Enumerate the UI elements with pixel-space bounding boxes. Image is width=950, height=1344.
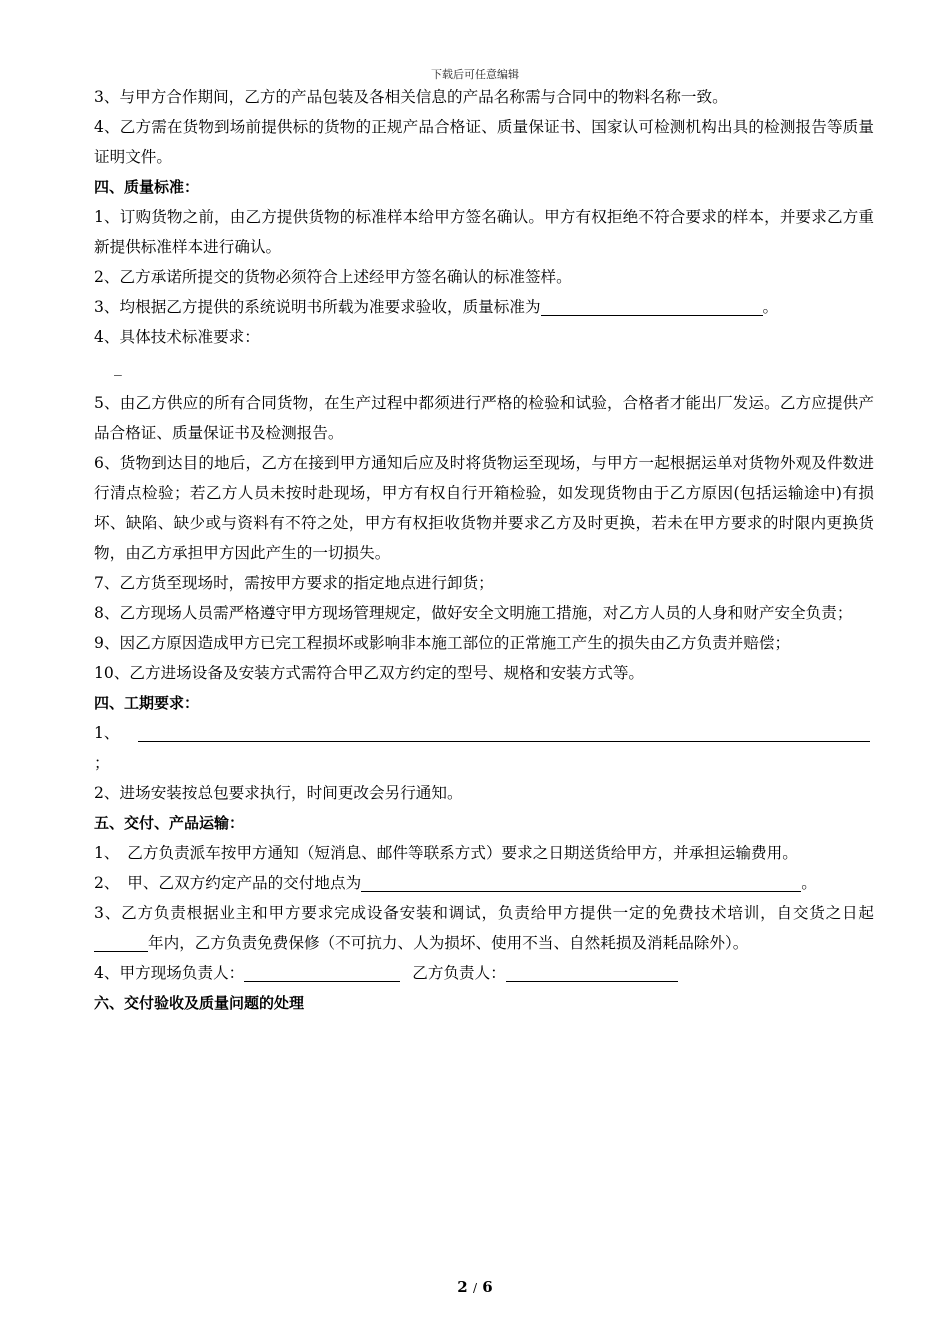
section-heading-schedule: 四、工期要求： [94, 694, 200, 712]
page-number [0, 1278, 950, 1296]
schedule-clause-1 [94, 718, 874, 748]
delivery-clause-3-text: 3、乙方负责根据业主和甲方要求完成设备安装和调试，负责给甲方提供一定的免费技术培训，自交货之日起 [94, 904, 874, 922]
quality-clause-7: 7、乙方货至现场时，需按甲方要求的指定地点进行卸货； [94, 574, 494, 592]
schedule-clause-2: 2、进场安装按总包要求执行，时间更改会另行通知。 [94, 784, 463, 802]
quality-clause-3-end: 。 [762, 298, 779, 316]
delivery-clause-1: 1、 乙方负责派车按甲方通知（短消息、邮件等联系方式）要求之日期送货给甲方，并承担运输费用。 [94, 844, 798, 862]
quality-clause-10: 10、乙方进场设备及安装方式需符合甲乙双方约定的型号、规格和安装方式等。 [94, 664, 645, 682]
party-b-responsible-blank [506, 963, 678, 982]
delivery-clause-3-rest: 年内，乙方负责免费保修（不可抗力、人为损坏、使用不当、自然耗损及消耗品除外）。 [148, 934, 749, 952]
quality-standard-blank [541, 297, 763, 316]
delivery-clause-2-text: 2、 甲、乙双方约定产品的交付地点为 [94, 874, 362, 892]
quality-clause-3-text: 3、均根据乙方提供的系统说明书所载为准要求验收，质量标准为 [94, 298, 541, 316]
header-note: 下载后可任意编辑 [431, 68, 519, 81]
quality-clause-8: 8、乙方现场人员需严格遵守甲方现场管理规定，做好安全文明施工措施，对乙方人员的人身和财产安全负责； [94, 604, 853, 622]
total-pages: 6 [482, 1278, 493, 1296]
technical-standard-blank: _ [114, 358, 122, 376]
quality-clause-3 [94, 292, 874, 322]
quality-clause-5: 5、由乙方供应的所有合同货物，在生产过程中都须进行严格的检验和试验，合格者才能出厂发运。乙方应提供产品合格证、质量保证书及检测报告。 [94, 394, 874, 442]
clause-4-certificates: 4、乙方需在货物到场前提供标的货物的正规产品合格证、质量保证书、国家认可检测机构出具的检测报告等质量证明文件。 [94, 118, 874, 166]
delivery-clause-2-end: 。 [801, 874, 817, 892]
party-a-onsite-label: 4、甲方现场负责人： [94, 964, 245, 982]
delivery-clause-3 [94, 898, 874, 958]
delivery-clause-2 [94, 868, 874, 898]
current-page: 2 [457, 1278, 468, 1296]
section-heading-quality: 四、质量标准： [94, 178, 200, 196]
page-separator: / [472, 1281, 478, 1295]
delivery-clause-4 [94, 958, 874, 988]
quality-clause-9: 9、因乙方原因造成甲方已完工程损坏或影响非本施工部位的正常施工产生的损失由乙方负责并赔偿； [94, 634, 791, 652]
quality-clause-6: 6、货物到达目的地后，乙方在接到甲方通知后应及时将货物运至现场，与甲方一起根据运单对货物外观及件数进行清点检验；若乙方人员未按时赴现场，甲方有权自行开箱检验，如发现货物由于乙方原因(包括运输途中)有损坏、缺陷、缺少或与资料有不符之处，甲方有权拒收货物并要求乙方及时更换，若未在甲方要求的时限内更换货物，由乙方承担甲方因此产生的一切损失。 [94, 454, 874, 562]
party-b-responsible-label: 乙方负责人： [412, 964, 506, 982]
party-a-onsite-blank [244, 963, 400, 982]
schedule-blank [138, 723, 870, 742]
quality-clause-4: 4、具体技术标准要求： [94, 328, 260, 346]
schedule-clause-1-end: ； [94, 754, 110, 772]
clause-3-product-name: 3、与甲方合作期间，乙方的产品包装及各相关信息的产品名称需与合同中的物料名称一致。 [94, 88, 728, 106]
schedule-clause-1-number: 1、 [94, 724, 120, 742]
section-heading-delivery: 五、交付、产品运输： [94, 814, 245, 832]
warranty-years-blank [94, 933, 148, 952]
quality-clause-2: 2、乙方承诺所提交的货物必须符合上述经甲方签名确认的标准签样。 [94, 268, 572, 286]
quality-clause-1: 1、订购货物之前，由乙方提供货物的标准样本给甲方签名确认。甲方有权拒绝不符合要求的样本，并要求乙方重新提供标准样本进行确认。 [94, 208, 874, 256]
section-heading-acceptance: 六、交付验收及质量问题的处理 [94, 994, 305, 1012]
document-body [94, 82, 874, 1018]
delivery-location-blank [361, 873, 801, 892]
